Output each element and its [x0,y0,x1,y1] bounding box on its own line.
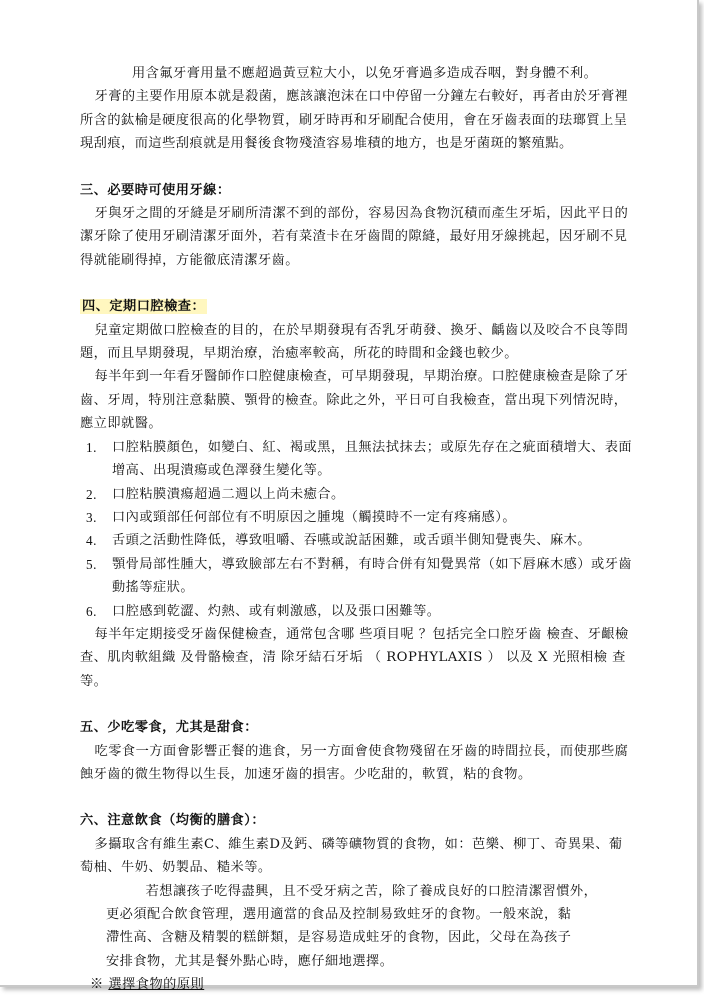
section-3-body: 牙與牙之間的牙縫是牙刷所清潔不到的部份，容易因為食物沉積而產生牙垢，因此平日的潔牙除了使用牙刷清潔牙面外，若有菜渣卡在牙齒間的隙縫，最好用牙線挑起，因牙刷不見得就能刷得掉，方能徹底清潔牙齒。 [80,206,629,268]
section-5-body: 吃零食一方面會影響正餐的進食，另一方面會使食物殘留在牙齒的時間拉長，而使那些腐蝕牙齒的微生物得以生長，加速牙齒的損害。少吃甜的，軟質，粘的食物。 [80,743,629,782]
section-4-heading-text: 四、定期口腔檢查： [82,299,206,315]
list-item: 1. 口腔粘膜顏色，如變白、紅、褐或黑，且無法拭抹去；或原先存在之疵面積增大、表面增高、出現潰瘍或色澤發生變化等。 [86,439,633,479]
list-item: 4. 舌頭之活動性降低，導致咀嚼、吞嚥或說話困難，或舌頭半側知覺喪失、麻木。 [86,533,592,549]
list-item: 5. 顎骨局部性腫大，導致臉部左右不對稱，有時合併有知覺異常（如下唇麻木感）或牙齒動搖等症狀。 [86,556,633,596]
section-3-heading: 三、必要時可使用牙線： [80,182,231,198]
block-line: 更必須配合飲食管理，選用適當的食品及控制易致蛀牙的食物。一般來說，黏 [106,907,572,922]
food-principle-note [80,973,636,996]
section-6-heading: 六、注意飲食（均衡的膳食）： [80,813,266,829]
food-principle-link: 選擇食物的原則 [108,977,205,993]
list-item: 3. 口內或頸部任何部位有不明原因之腫塊（觸摸時不一定有疼痛感）。 [86,509,517,525]
warning-signs-list [80,436,636,623]
block-line: 若想讓孩子吃得盡興，且不受牙病之苦，除了養成良好的口腔清潔習慣外， [145,883,598,899]
section-4-paragraph-1: 兒童定期做口腔檢查的目的，在於早期發現有否乳牙萌發、換牙、齲齒以及咬合不良等問題，而且早期發現，早期治療，治癒率較高，所花的時間和金錢也較少。 [80,322,629,362]
list-item: 2. 口腔粘膜潰瘍超過二週以上尚未癒合。 [86,486,345,502]
list-item: 6. 口腔感到乾澀、灼熱、或有刺激感，以及張口困難等。 [86,603,441,619]
reference-mark-icon: ※ [90,977,104,993]
paragraph-toothpaste: 牙膏的主要作用原本就是殺菌，應該讓泡沫在口中停留一分鐘左右較好，再者由於牙膏裡所含的鈦榆是硬度很高的化學物質，刷牙時再和牙刷配合使用，會在牙齒表面的珐瑯質上呈現刮痕，而這些刮痕就是用餐後食物殘渣容易堆積的地方，也是牙菌斑的繁殖點。 [80,89,629,152]
food-selection-block [80,880,636,974]
paragraph-fluoride: 用含氟牙膏用量不應超過黃豆粒大小，以免牙膏過多造成吞咽，對身體不利。 [132,66,598,81]
block-line: 安排食物，尤其是餐外點心時，應仔細地選擇。 [106,953,394,969]
section-4-paragraph-3: 每半年定期接受牙齒保健檢查，通常包含哪 些項目呢 ？包括完全口腔牙齒 檢查、牙齦檢查、肌肉軟組織 及骨骼檢查，清 除牙結石牙垢 （ ROPHYLAXIS ） 以及 X 光照相檢 查等。 [80,626,629,689]
section-6-body: 多攝取含有維生素C、維生素D及鈣、磷等礦物質的食物，如：芭樂、柳丁、奇異果、葡萄柚、牛奶、奶製品、糙米等。 [80,836,623,876]
block-line: 滯性高、含糖及精製的糕餅類，是容易造成蛀牙的食物，因此，父母在為孩子 [106,930,572,946]
section-5-heading: 五、少吃零食，尤其是甜食： [80,720,258,736]
section-4-heading [80,295,636,318]
section-4-paragraph-2: 每半年到一年看牙醫師作口腔健康檢查，可早期發現，早期治療。口腔健康檢查是除了牙齒、牙周，特別注意黏膜、顎骨的檢查。除此之外，平日可自我檢查，當出現下列情況時，應立即就醫。 [80,369,629,432]
document-body [80,62,636,997]
